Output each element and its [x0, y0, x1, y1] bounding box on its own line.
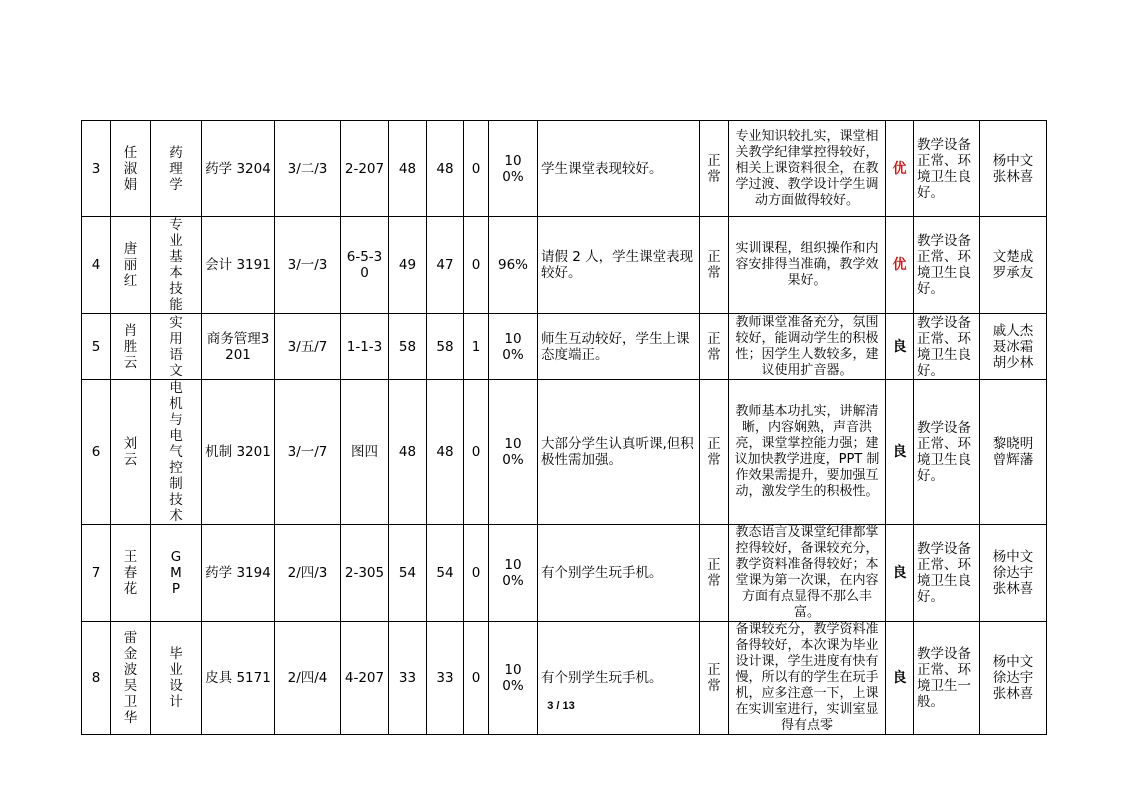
absent-count-text: 0 [471, 444, 481, 460]
status-text: 正常 [707, 330, 721, 363]
grade-text: 优 [892, 257, 907, 273]
table-row [82, 121, 1047, 217]
enrolled-count [389, 121, 427, 217]
grade-text: 良 [892, 565, 907, 581]
environment-note-text: 教学设备正常、环境卫生良好。 [917, 314, 971, 379]
evaluators [980, 525, 1047, 622]
row-number [82, 380, 111, 525]
evaluation-table [81, 120, 1047, 735]
status-text: 正常 [707, 436, 721, 468]
attendance-rate [489, 525, 538, 622]
course-name [151, 380, 202, 525]
class-name-text: 机制 3201 [205, 444, 271, 460]
class-name [202, 217, 275, 314]
student-note [538, 314, 700, 380]
present-count-text: 48 [436, 160, 454, 177]
grade [886, 314, 914, 380]
teacher-name [111, 121, 151, 217]
attendance-rate [489, 622, 538, 735]
environment-note-text: 教学设备正常、环境卫生良好。 [917, 541, 971, 605]
week-day-period [275, 314, 341, 380]
present-count-text: 33 [436, 670, 454, 686]
course-name-text: 专业基本技能 [169, 217, 183, 313]
absent-count-text: 0 [471, 257, 481, 273]
grade-text: 良 [892, 338, 907, 355]
teacher-comment [729, 622, 886, 735]
teacher-comment-text: 教师课堂准备充分，氛围较好，能调动学生的积极性；因学生人数较多，建议使用扩音器。 [735, 314, 879, 378]
course-name-text: 毕业设计 [169, 646, 183, 710]
student-note [538, 121, 700, 217]
teacher-comment [729, 121, 886, 217]
week-day-period-text: 3/二/3 [287, 160, 328, 177]
student-note-text: 学生课堂表现较好。 [541, 160, 663, 177]
table-row [82, 622, 1047, 735]
status [700, 217, 729, 314]
classroom [341, 217, 389, 314]
row-number-text: 8 [91, 670, 101, 686]
environment-note [914, 121, 980, 217]
grade [886, 217, 914, 314]
present-count [427, 622, 464, 735]
class-name [202, 525, 275, 622]
table-row [82, 217, 1047, 314]
enrolled-count-text: 48 [398, 444, 417, 460]
row-number [82, 622, 111, 735]
week-day-period [275, 380, 341, 525]
environment-note [914, 314, 980, 380]
teacher-name-text: 唐丽红 [123, 241, 138, 289]
student-note-text: 有个别学生玩手机。 [541, 670, 663, 686]
enrolled-count [389, 217, 427, 314]
course-name-text: GMP [170, 549, 182, 597]
evaluators [980, 217, 1047, 314]
course-name [151, 217, 202, 314]
evaluators-text: 杨中文徐达宇张林喜 [992, 654, 1034, 702]
course-name-text: 药理学 [169, 144, 183, 193]
student-note-text: 有个别学生玩手机。 [541, 565, 663, 581]
environment-note [914, 622, 980, 735]
enrolled-count-text: 49 [398, 257, 417, 273]
student-note [538, 525, 700, 622]
class-name-text: 商务管理3201 [206, 330, 270, 363]
classroom-text: 4-207 [344, 670, 385, 686]
week-day-period-text: 3/一/7 [287, 444, 328, 460]
evaluators [980, 380, 1047, 525]
present-count [427, 121, 464, 217]
attendance-rate [489, 217, 538, 314]
attendance-rate-text: 100% [502, 152, 524, 185]
status [700, 314, 729, 380]
evaluators-text: 戚人杰聂冰霜胡少林 [992, 322, 1034, 371]
evaluators-text: 文楚成罗承友 [992, 249, 1034, 281]
absent-count [464, 380, 489, 525]
status-text: 正常 [707, 662, 721, 694]
attendance-rate-text: 100% [502, 557, 524, 589]
teacher-comment [729, 525, 886, 622]
class-name [202, 314, 275, 380]
present-count [427, 525, 464, 622]
teacher-comment-text: 教态语言及课堂纪律都掌控得较好，备课较充分，教学资料准备得较好；本堂课为第一次课，在内容方面有点显得不那么丰富。 [735, 525, 879, 620]
evaluators-text: 黎晓明曾辉藩 [992, 436, 1034, 468]
environment-note-text: 教学设备正常、环境卫生良好。 [917, 136, 971, 201]
table-row [82, 314, 1047, 380]
table-row [82, 525, 1047, 622]
row-number-text: 3 [91, 160, 101, 177]
status-text: 正常 [707, 249, 721, 281]
status [700, 380, 729, 525]
class-name-text: 药学 3194 [205, 565, 271, 581]
classroom [341, 622, 389, 735]
enrolled-count [389, 622, 427, 735]
environment-note-text: 教学设备正常、环境卫生良好。 [917, 420, 971, 484]
student-note [538, 622, 700, 735]
attendance-rate-text: 100% [502, 662, 524, 694]
present-count-text: 54 [436, 565, 454, 581]
table-body [82, 121, 1047, 735]
class-name-text: 会计 3191 [205, 257, 271, 273]
teacher-name [111, 217, 151, 314]
class-name [202, 380, 275, 525]
evaluators-text: 杨中文张林喜 [992, 152, 1034, 185]
teacher-name [111, 525, 151, 622]
classroom [341, 525, 389, 622]
week-day-period [275, 622, 341, 735]
absent-count [464, 121, 489, 217]
classroom [341, 314, 389, 380]
row-number-text: 6 [91, 444, 101, 460]
class-name [202, 121, 275, 217]
teacher-comment-text: 实训课程，组织操作和内容安排得当准确，教学效果好。 [735, 241, 879, 288]
grade [886, 121, 914, 217]
attendance-rate-text: 96% [497, 257, 528, 273]
class-name [202, 622, 275, 735]
present-count [427, 314, 464, 380]
absent-count [464, 525, 489, 622]
row-number [82, 314, 111, 380]
student-note-text: 大部分学生认真听课,但积极性需加强。 [541, 436, 694, 468]
page-number: 3 / 13 [547, 700, 575, 712]
grade [886, 622, 914, 735]
teacher-name-text: 王春花 [123, 549, 138, 597]
classroom-text: 2-207 [344, 160, 385, 177]
absent-count-text: 0 [471, 160, 481, 177]
row-number-text: 4 [91, 257, 101, 273]
row-number [82, 121, 111, 217]
table-row [82, 380, 1047, 525]
grade [886, 525, 914, 622]
environment-note-text: 教学设备正常、环境卫生良好。 [917, 233, 971, 297]
teacher-name [111, 622, 151, 735]
teacher-name-text: 肖胜云 [123, 322, 138, 371]
course-name-text: 电机与电气控制技术 [169, 380, 183, 524]
row-number [82, 525, 111, 622]
week-day-period [275, 217, 341, 314]
classroom [341, 380, 389, 525]
class-name-text: 皮具 5171 [205, 670, 271, 686]
environment-note-text: 教学设备正常、环境卫生一般。 [917, 646, 971, 710]
row-number-text: 7 [91, 565, 101, 581]
week-day-period [275, 525, 341, 622]
classroom [341, 121, 389, 217]
row-number [82, 217, 111, 314]
teacher-comment [729, 314, 886, 380]
enrolled-count-text: 48 [398, 160, 417, 177]
teacher-comment [729, 380, 886, 525]
grade-text: 良 [892, 444, 907, 460]
absent-count [464, 622, 489, 735]
status-text: 正常 [707, 557, 721, 589]
class-name-text: 药学 3204 [205, 160, 271, 177]
week-day-period-text: 2/四/4 [287, 670, 328, 686]
teacher-comment [729, 217, 886, 314]
enrolled-count [389, 380, 427, 525]
week-day-period-text: 3/五/7 [287, 338, 328, 355]
week-day-period-text: 2/四/3 [287, 565, 328, 581]
enrolled-count-text: 58 [398, 338, 417, 355]
present-count-text: 58 [436, 338, 454, 355]
present-count [427, 380, 464, 525]
status-text: 正常 [707, 152, 721, 185]
student-note-text: 请假 2 人，学生课堂表现较好。 [541, 249, 694, 281]
course-name [151, 314, 202, 380]
evaluators [980, 121, 1047, 217]
status [700, 121, 729, 217]
teacher-name-text: 刘云 [123, 436, 138, 468]
evaluators-text: 杨中文徐达宇张林喜 [992, 549, 1034, 597]
grade-text: 良 [892, 670, 907, 686]
environment-note [914, 217, 980, 314]
student-note [538, 380, 700, 525]
attendance-rate [489, 380, 538, 525]
environment-note [914, 380, 980, 525]
grade-text: 优 [892, 160, 907, 177]
week-day-period-text: 3/一/3 [287, 257, 328, 273]
week-day-period [275, 121, 341, 217]
present-count [427, 217, 464, 314]
absent-count [464, 314, 489, 380]
absent-count [464, 217, 489, 314]
evaluators [980, 622, 1047, 735]
evaluators [980, 314, 1047, 380]
absent-count-text: 0 [471, 670, 481, 686]
status [700, 525, 729, 622]
teacher-comment-text: 专业知识较扎实，课堂相关教学纪律掌控得较好，相关上课资料很全，在教学过渡、教学设计学生调动方面做得较好。 [735, 128, 879, 208]
attendance-rate [489, 314, 538, 380]
course-name [151, 622, 202, 735]
course-name-text: 实用语文 [169, 314, 183, 379]
enrolled-count-text: 54 [398, 565, 417, 581]
environment-note [914, 525, 980, 622]
present-count-text: 48 [436, 444, 454, 460]
status [700, 622, 729, 735]
teacher-name [111, 314, 151, 380]
student-note-text: 师生互动较好，学生上课态度端正。 [541, 330, 690, 363]
attendance-rate-text: 100% [502, 330, 524, 363]
attendance-rate [489, 121, 538, 217]
classroom-text: 1-1-3 [346, 338, 383, 355]
student-note [538, 217, 700, 314]
teacher-comment-text: 教师基本功扎实，讲解清晰，内容娴熟，声音洪亮，课堂掌控能力强；建议加快教学进度，PPT 制作效果需提升，要加强互动，激发学生的积极性。 [734, 404, 880, 499]
teacher-comment-text: 备课较充分，教学资料准备得较好，本次课为毕业设计课，学生进度有快有慢，所以有的学生在玩手机，应多注意一下，上课在实训室进行，实训室显得有点零 [735, 622, 879, 733]
attendance-rate-text: 100% [502, 436, 524, 468]
classroom-text: 图四 [351, 444, 378, 460]
row-number-text: 5 [91, 338, 101, 355]
enrolled-count [389, 525, 427, 622]
absent-count-text: 0 [471, 565, 481, 581]
teacher-name-text: 雷金波吴卫华 [123, 630, 138, 726]
teacher-name [111, 380, 151, 525]
course-name [151, 525, 202, 622]
absent-count-text: 1 [471, 338, 481, 355]
teacher-name-text: 任淑娟 [123, 144, 138, 193]
classroom-text: 6-5-30 [346, 249, 383, 281]
enrolled-count-text: 33 [398, 670, 417, 686]
enrolled-count [389, 314, 427, 380]
classroom-text: 2-305 [344, 565, 385, 581]
grade [886, 380, 914, 525]
course-name [151, 121, 202, 217]
present-count-text: 47 [436, 257, 454, 273]
